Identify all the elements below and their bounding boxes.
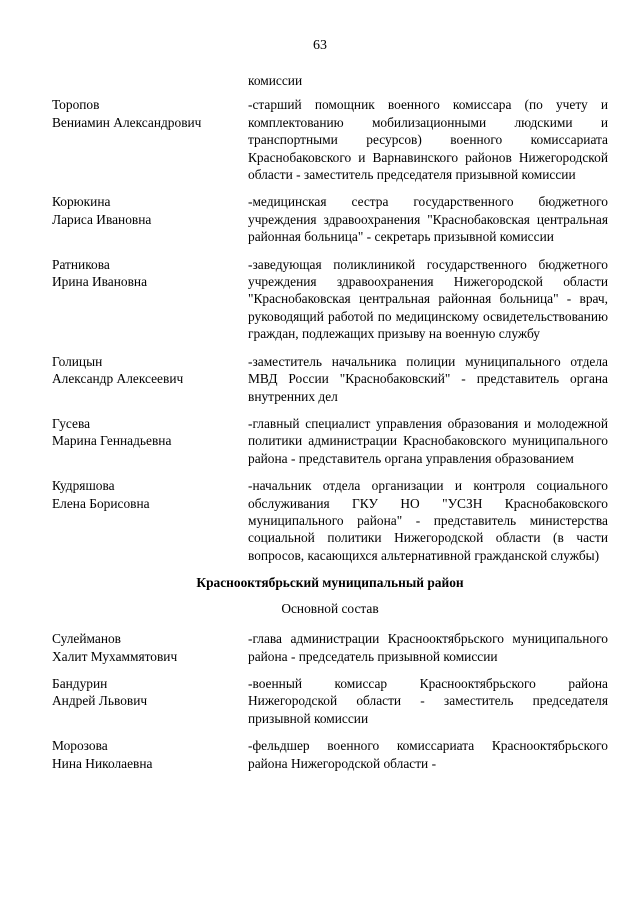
member-name — [52, 353, 248, 405]
member-role: -глава администрации Краснооктябрьского муниципального района - председатель призывной комиссии — [248, 631, 608, 664]
member-role: -медицинская сестра государственного бюджетного учреждения здравоохранения "Краснобаковская центральная районная больница" - секретарь призывной комиссии — [248, 194, 608, 245]
member-name — [52, 193, 248, 245]
page-number: 63 — [313, 38, 327, 53]
member-name — [52, 737, 248, 772]
member-row — [52, 353, 608, 405]
member-name — [52, 415, 248, 467]
member-surname: Ратникова — [52, 256, 110, 272]
member-given-names: Александр Алексеевич — [52, 371, 184, 387]
member-row — [52, 675, 608, 727]
member-role: -военный комиссар Краснооктябрьского района Нижегородской области - заместитель председателя призывной комиссии — [248, 675, 608, 726]
member-given-names: Ирина Ивановна — [52, 274, 148, 290]
section-subtitle: Основной состав — [281, 601, 379, 617]
member-surname: Корюкина — [52, 194, 111, 210]
member-row — [52, 415, 608, 467]
member-name — [52, 477, 248, 564]
member-given-names: Нина Николаевна — [52, 755, 153, 771]
section-title: Краснооктябрьский муниципальный район — [196, 575, 464, 591]
member-name — [52, 96, 248, 183]
member-given-names: Лариса Ивановна — [52, 211, 152, 227]
member-role: -заведующая поликлиникой государственного бюджетного учреждения здравоохранения Нижегородской области "Краснобаковская центральная районная больница" - врач, руководящий работой по медицинскому освидетельствованию граждан, подлежащих призыву на военную службу — [248, 256, 608, 342]
member-name — [52, 675, 248, 727]
member-role: -фельдшер военного комиссариата Краснооктябрьского района Нижегородской области - — [248, 738, 608, 771]
member-role: -главный специалист управления образования и молодежной политики администрации Краснобаковского муниципального района - представитель органа управления образованием — [248, 415, 608, 466]
member-name — [52, 630, 248, 665]
member-row — [52, 256, 608, 343]
member-surname: Голицын — [52, 353, 103, 369]
member-row — [52, 193, 608, 245]
member-given-names: Халит Мухаммятович — [52, 648, 178, 664]
member-role: -заместитель начальника полиции муниципального отдела МВД России "Краснобаковский" - представитель органа внутренних дел — [248, 353, 608, 404]
member-surname: Сулейманов — [52, 631, 122, 647]
member-given-names: Вениамин Александрович — [52, 114, 202, 130]
member-surname: Гусева — [52, 415, 91, 431]
member-given-names: Андрей Львович — [52, 693, 148, 709]
continuation-text: комиссии — [248, 73, 303, 88]
member-surname: Бандурин — [52, 675, 108, 691]
member-row — [52, 630, 608, 665]
commission-list — [52, 72, 608, 782]
member-role: -начальник отдела организации и контроля социального обслуживания ГКУ НО "УСЗН Краснобаковского муниципального района" - представитель министерства социальной политики Нижегородской области (в части вопросов, касающихся альтернативной гражданской службы) — [248, 478, 608, 563]
member-row — [52, 96, 608, 183]
member-surname: Торопов — [52, 97, 100, 113]
member-role: -старший помощник военного комиссара (по учету и комплектованию мобилизационными людскими и транспортными ресурсов) военного комиссариата Краснобаковского и Варнавинского районов Нижегородской области - заместитель председателя призывной комиссии — [248, 97, 608, 183]
member-surname: Морозова — [52, 738, 108, 754]
member-surname: Кудряшова — [52, 478, 115, 494]
member-given-names: Елена Борисовна — [52, 495, 150, 511]
member-name — [52, 256, 248, 343]
member-row — [52, 737, 608, 772]
member-given-names: Марина Геннадьевна — [52, 433, 172, 449]
member-row — [52, 477, 608, 564]
